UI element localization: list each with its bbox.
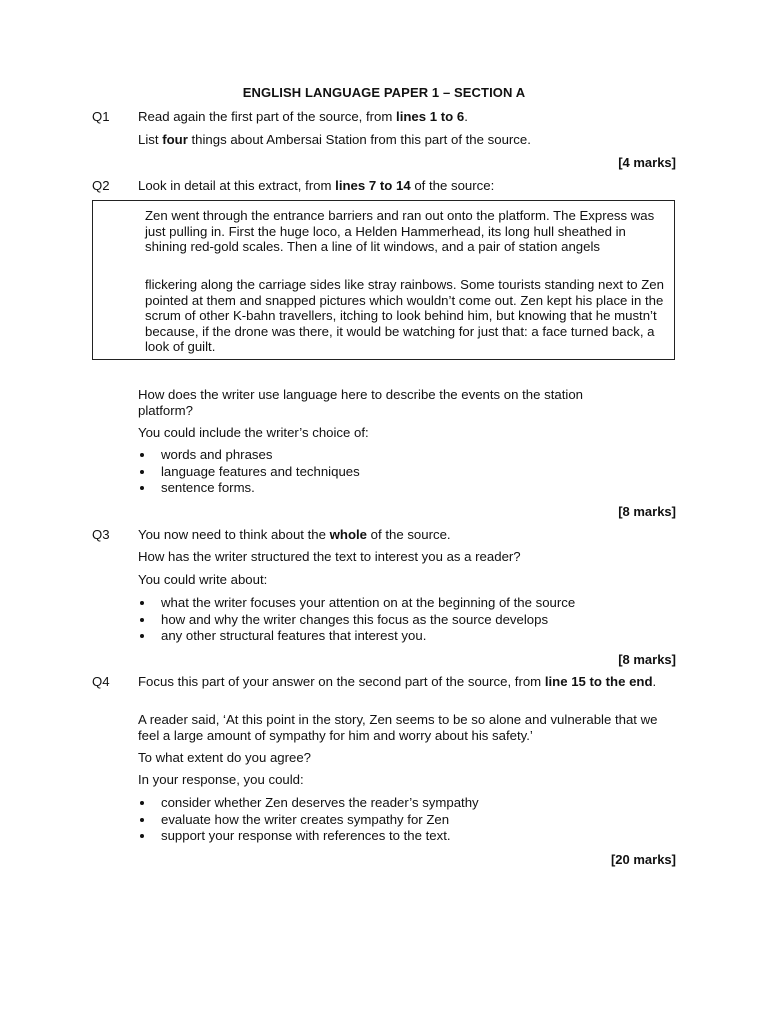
q2-question: How does the writer use language here to describe the events on the station platform?: [138, 387, 583, 418]
q2-instruction: Look in detail at this extract, from lines 7 to 14 of the source:: [138, 178, 495, 193]
extract-paragraph-2: flickering along the carriage sides like stray rainbows. Some tourists standing next to Zen pointed at them and snapped pictures which wouldn’t come out. Zen kept his place in the scrum of other K-bahn travellers, itching to look behind him, but knowing that he mustn’t because, if the drone was there, it would be watching for just that: a face turned back, a look of guilt.: [145, 277, 664, 354]
list-item: how and why the writer changes this focus as the source develops: [138, 612, 678, 629]
extract-box: [92, 200, 675, 360]
q4-marks: [20 marks]: [610, 852, 676, 867]
q4-reader-quote: A reader said, ‘At this point in the story, Zen seems to be so alone and vulnerable that we feel a large amount of sympathy for him and worry about his safety.’: [138, 712, 658, 743]
q3-instruction: You now need to think about the whole of the source.: [138, 527, 451, 542]
question-number-q4: Q4: [92, 674, 110, 689]
extract-paragraph-1: Zen went through the entrance barriers and ran out onto the platform. The Express was just pulling in. First the huge loco, a Helden Hammerhead, its long hull sheathed in shining red-gold scales. Then a line of lit windows, and a pair of station angels: [145, 208, 655, 254]
list-item: any other structural features that interest you.: [138, 628, 678, 645]
list-item: support your response with references to the text.: [138, 828, 678, 845]
list-item: words and phrases: [138, 447, 678, 464]
list-item: evaluate how the writer creates sympathy for Zen: [138, 812, 678, 829]
question-number-q3: Q3: [92, 527, 110, 542]
q1-instruction: Read again the first part of the source, from lines 1 to 6.: [138, 109, 468, 124]
q4-response-prompt: In your response, you could:: [138, 772, 304, 787]
page-title: ENGLISH LANGUAGE PAPER 1 – SECTION A: [242, 85, 526, 100]
list-item: sentence forms.: [138, 480, 678, 497]
q3-write-about: You could write about:: [138, 572, 268, 587]
q2-include-prompt: You could include the writer’s choice of:: [138, 425, 369, 440]
q4-instruction: Focus this part of your answer on the second part of the source, from line 15 to the end.: [138, 674, 657, 689]
q3-question: How has the writer structured the text to interest you as a reader?: [138, 549, 521, 564]
q4-bullet-list: [138, 795, 678, 845]
q2-bullet-list: [138, 447, 678, 497]
q1-marks: [4 marks]: [618, 155, 676, 170]
list-item: consider whether Zen deserves the reader’s sympathy: [138, 795, 678, 812]
q3-bullet-list: [138, 595, 678, 645]
question-number-q1: Q1: [92, 109, 110, 124]
list-item: language features and techniques: [138, 464, 678, 481]
q1-task: List four things about Ambersai Station from this part of the source.: [138, 132, 531, 147]
question-number-q2: Q2: [92, 178, 110, 193]
q3-marks: [8 marks]: [618, 652, 676, 667]
q2-marks: [8 marks]: [618, 504, 676, 519]
list-item: what the writer focuses your attention on at the beginning of the source: [138, 595, 678, 612]
q4-question: To what extent do you agree?: [138, 750, 312, 765]
